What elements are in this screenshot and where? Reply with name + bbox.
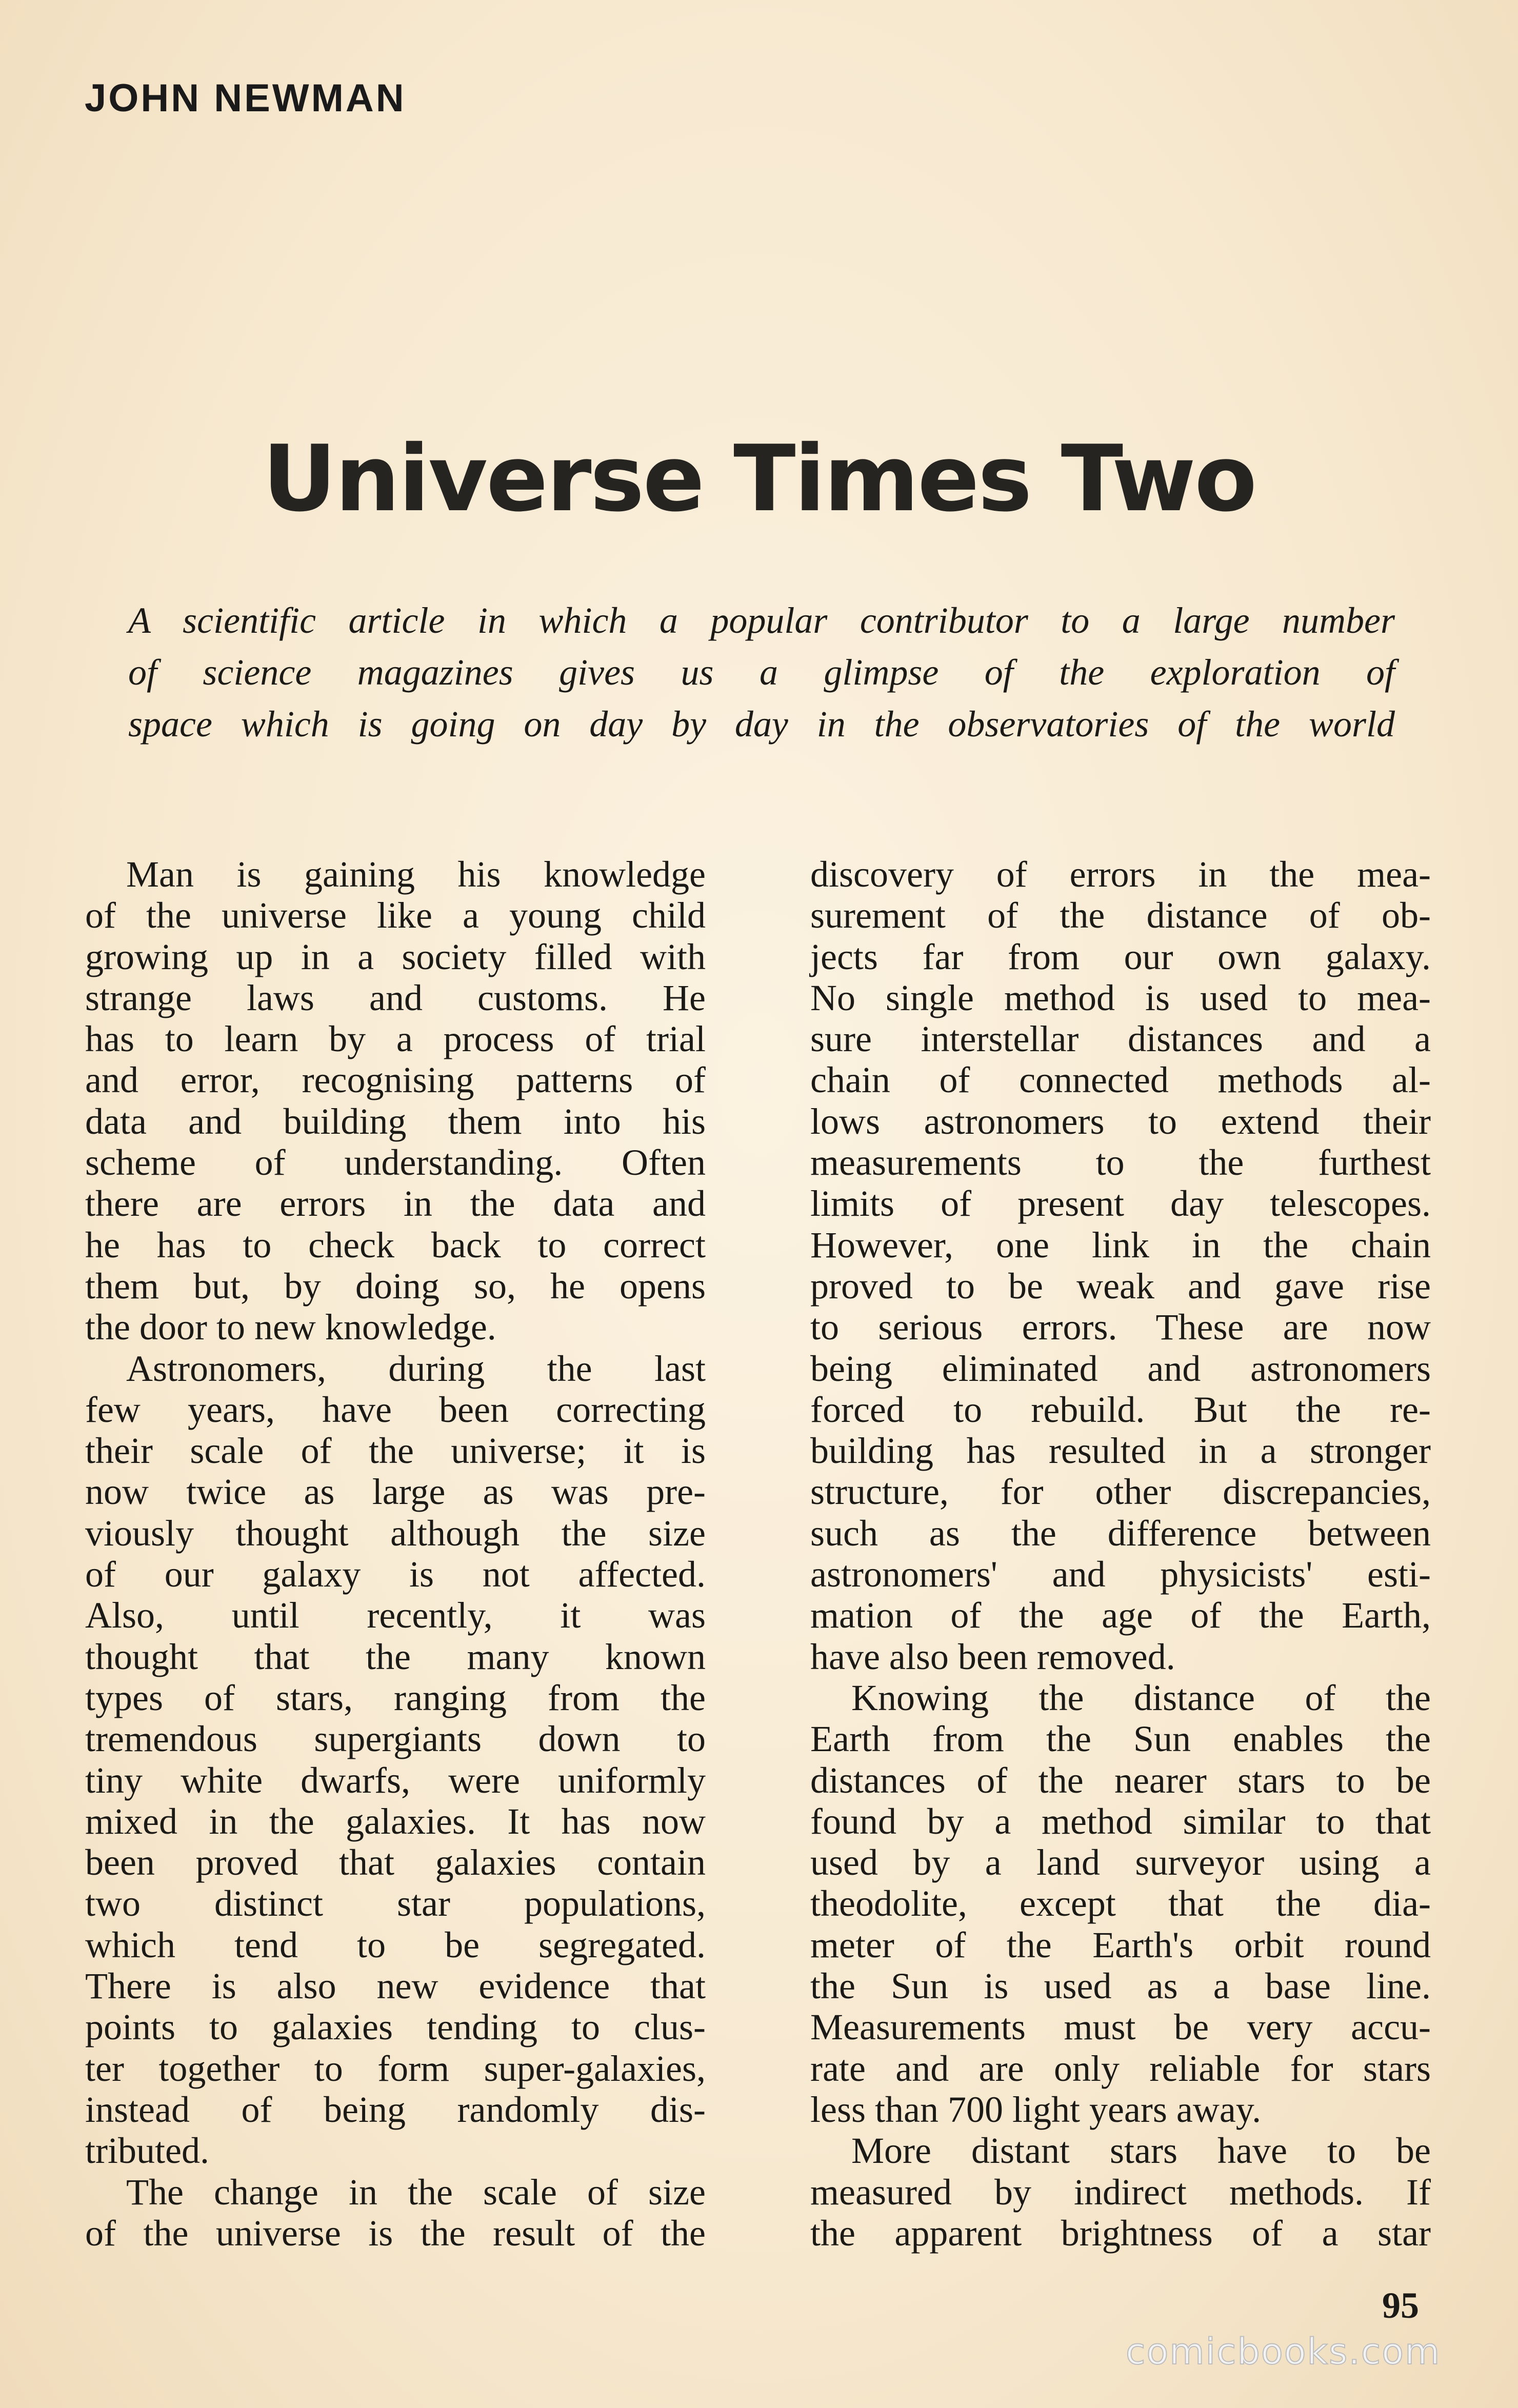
subtitle-line: space which is going on day by day in the observatories of the world — [128, 704, 1395, 745]
author-name: JOHN NEWMAN — [85, 76, 406, 120]
subtitle-line: of science magazines gives us a glimpse of the exploration of — [128, 652, 1395, 693]
text-line: has to learn by a process of trial — [85, 1018, 706, 1060]
page-number: 95 — [1382, 2285, 1419, 2326]
text-line: The change in the scale of size — [126, 2171, 706, 2213]
text-line: No single method is used to mea- — [810, 977, 1431, 1018]
text-line: chain of connected methods al- — [810, 1059, 1431, 1101]
text-line: sure interstellar distances and a — [810, 1018, 1431, 1060]
text-line: building has resulted in a stronger — [810, 1430, 1431, 1472]
text-line: data and building them into his — [85, 1100, 706, 1142]
text-line: found by a method similar to that — [810, 1800, 1431, 1842]
text-line: tributed. — [85, 2130, 209, 2172]
text-line: Measurements must be very accu- — [810, 2006, 1431, 2048]
text-line: lows astronomers to extend their — [810, 1100, 1431, 1142]
text-line: Also, until recently, it was — [85, 1595, 706, 1636]
text-line: distances of the nearer stars to be — [810, 1759, 1431, 1801]
text-line: now twice as large as was pre- — [85, 1471, 706, 1513]
article-title: Universe Times Two — [262, 426, 1256, 532]
text-line: few years, have been correcting — [85, 1389, 706, 1430]
text-line: There is also new evidence that — [85, 1965, 706, 2007]
text-line: viously thought although the size — [85, 1512, 706, 1554]
text-line: such as the difference between — [810, 1512, 1431, 1554]
text-line: strange laws and customs. He — [85, 977, 706, 1018]
text-line: forced to rebuild. But the re- — [810, 1389, 1431, 1430]
text-line: proved to be weak and gave rise — [810, 1265, 1431, 1307]
article-subtitle — [128, 595, 1395, 750]
text-line: the Sun is used as a base line. — [810, 1965, 1431, 2007]
text-line: their scale of the universe; it is — [85, 1430, 706, 1472]
text-line: growing up in a society filled with — [85, 936, 706, 977]
text-line: Astronomers, during the last — [126, 1348, 706, 1389]
text-line: surement of the distance of ob- — [810, 895, 1431, 936]
text-line: them but, by doing so, he opens — [85, 1265, 706, 1307]
text-line: tiny white dwarfs, were uniformly — [85, 1759, 706, 1801]
text-line: thought that the many known — [85, 1636, 706, 1677]
text-line: points to galaxies tending to clus- — [85, 2006, 706, 2048]
text-line: the apparent brightness of a star — [810, 2212, 1431, 2254]
text-line: rate and are only reliable for stars — [810, 2048, 1431, 2089]
text-line: tremendous supergiants down to — [85, 1718, 706, 1760]
text-line: and error, recognising patterns of — [85, 1059, 706, 1101]
text-line: measured by indirect methods. If — [810, 2171, 1431, 2213]
text-line: the door to new knowledge. — [85, 1307, 496, 1348]
text-line: More distant stars have to be — [851, 2130, 1431, 2172]
text-line: mation of the age of the Earth, — [810, 1595, 1431, 1636]
text-line: jects far from our own galaxy. — [810, 936, 1431, 977]
text-line: of our galaxy is not affected. — [85, 1554, 706, 1595]
text-line: mixed in the galaxies. It has now — [85, 1800, 706, 1842]
text-line: have also been removed. — [810, 1636, 1175, 1677]
text-line: measurements to the furthest — [810, 1142, 1431, 1183]
text-line: there are errors in the data and — [85, 1183, 706, 1225]
text-line: theodolite, except that the dia- — [810, 1883, 1431, 1924]
text-line: meter of the Earth's orbit round — [810, 1924, 1431, 1965]
text-line: to serious errors. These are now — [810, 1307, 1431, 1348]
text-line: of the universe like a young child — [85, 895, 706, 936]
text-line: less than 700 light years away. — [810, 2089, 1262, 2130]
text-line: Earth from the Sun enables the — [810, 1718, 1431, 1760]
text-line: of the universe is the result of the — [85, 2212, 706, 2254]
text-line: been proved that galaxies contain — [85, 1842, 706, 1883]
text-line: which tend to be segregated. — [85, 1924, 706, 1965]
text-line: instead of being randomly dis- — [85, 2089, 706, 2130]
text-line: scheme of understanding. Often — [85, 1142, 706, 1183]
text-line: astronomers' and physicists' esti- — [810, 1554, 1431, 1595]
text-line: structure, for other discrepancies, — [810, 1471, 1431, 1513]
right-text-column — [810, 854, 1431, 2254]
text-line: types of stars, ranging from the — [85, 1677, 706, 1718]
text-line: limits of present day telescopes. — [810, 1183, 1431, 1225]
text-line: two distinct star populations, — [85, 1883, 706, 1924]
text-line: he has to check back to correct — [85, 1224, 706, 1266]
text-line: being eliminated and astronomers — [810, 1348, 1431, 1389]
text-line: discovery of errors in the mea- — [810, 854, 1431, 895]
text-line: However, one link in the chain — [810, 1224, 1431, 1266]
subtitle-line: A scientific article in which a popular contributor to a large number — [128, 600, 1395, 641]
text-line: Knowing the distance of the — [851, 1677, 1431, 1718]
watermark-logo: comicbooks.com — [1126, 2331, 1441, 2373]
left-text-column — [85, 854, 706, 2254]
text-line: Man is gaining his knowledge — [126, 854, 706, 895]
text-line: used by a land surveyor using a — [810, 1842, 1431, 1883]
text-line: ter together to form super-galaxies, — [85, 2048, 706, 2089]
